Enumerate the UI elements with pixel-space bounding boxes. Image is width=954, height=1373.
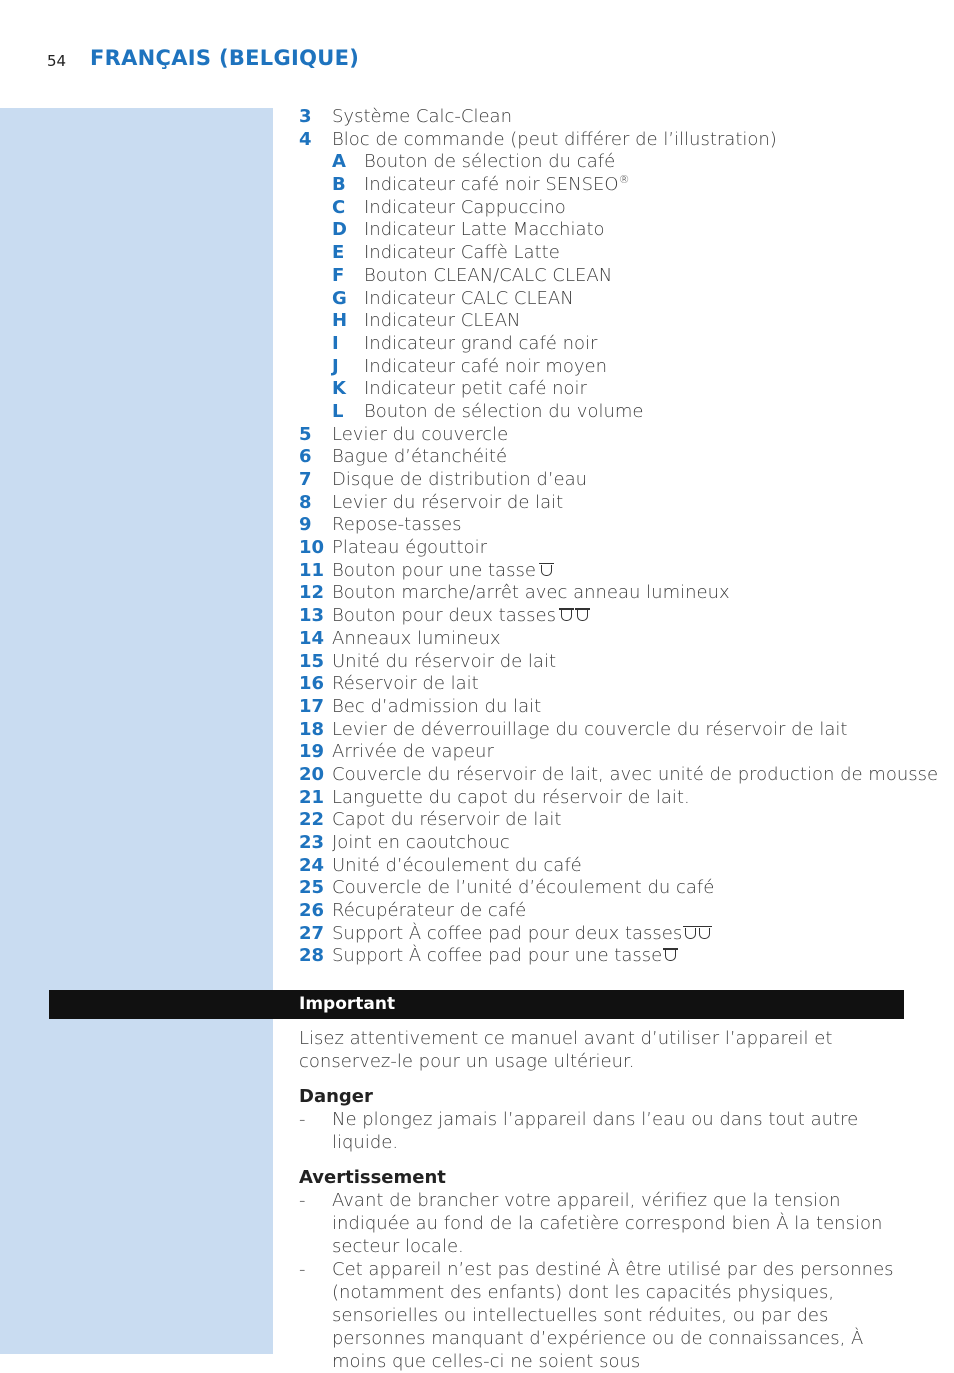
item-label: [332, 764, 938, 787]
item-text: Indicateur CALC CLEAN: [364, 287, 574, 309]
item-text: Bouton de sélection du café: [364, 151, 616, 173]
item-text: Support À coffee pad pour deux tasses: [332, 922, 683, 944]
item-text: Bouton pour une tasse: [332, 559, 536, 581]
important-section-bar: [49, 990, 904, 1019]
item-label: [332, 651, 556, 674]
list-item: [299, 265, 919, 288]
item-text: Couvercle du réservoir de lait, avec unité de production de mousse: [332, 763, 939, 785]
item-label: [364, 401, 644, 424]
important-body: [299, 1027, 909, 1373]
item-text: Levier du couvercle: [332, 423, 509, 445]
item-number: 17: [299, 695, 325, 717]
item-number: A: [332, 151, 346, 173]
item-text: Plateau égouttoir: [332, 537, 488, 559]
item-text: Bouton marche/arrêt avec anneau lumineux: [332, 582, 730, 604]
item-label: [332, 741, 494, 764]
item-number: 26: [299, 900, 325, 922]
item-text: Bouton CLEAN/CALC CLEAN: [364, 264, 613, 286]
cup-icon: [665, 950, 676, 961]
item-label: [332, 877, 714, 900]
danger-list: [299, 1108, 909, 1154]
item-label: [332, 832, 510, 855]
item-label: [332, 809, 561, 832]
item-text: Levier du réservoir de lait: [332, 491, 564, 513]
list-item: [299, 560, 919, 583]
list-item: [299, 106, 919, 129]
item-label: [332, 106, 512, 129]
bullet-text: Cet appareil n’est pas destiné À être utilisé par des personnes (notamment des enfants) dont les capacités physiques, sensorielles ou intellectuelles sont réduites, ou par des personnes manquant d’expérience ou de connaissances, À moins que celles-ci ne soient sous: [332, 1259, 894, 1372]
cup-icon: [541, 565, 552, 576]
bullet-dash: -: [299, 1190, 306, 1211]
list-item: [299, 219, 919, 242]
list-item: [299, 945, 919, 968]
list-item: [299, 242, 919, 265]
item-number: F: [332, 264, 345, 286]
item-label: [364, 197, 566, 220]
item-label: [332, 628, 501, 651]
item-label: [332, 719, 847, 742]
item-label: [364, 219, 605, 242]
item-label: [332, 537, 487, 560]
list-item: [299, 514, 919, 537]
item-text: Indicateur petit café noir: [364, 378, 587, 400]
cup-icon: [699, 928, 710, 939]
list-item: [299, 492, 919, 515]
item-text: Bague d’étanchéité: [332, 446, 508, 468]
list-item: [299, 537, 919, 560]
item-text: Bloc de commande (peut différer de l’illustration): [332, 128, 777, 150]
list-item: [299, 719, 919, 742]
item-text: Bouton pour deux tasses: [332, 605, 556, 627]
list-item: [299, 151, 919, 174]
item-number: 20: [299, 763, 325, 785]
warning-item: [299, 1189, 909, 1258]
item-number: 3: [299, 106, 312, 127]
list-item: [299, 356, 919, 379]
item-number: 13: [299, 605, 325, 627]
item-number: 22: [299, 809, 325, 831]
item-number: 16: [299, 673, 325, 695]
item-number: G: [332, 287, 347, 309]
important-title: Important: [299, 994, 396, 1014]
item-number: 12: [299, 582, 325, 604]
item-number: L: [332, 400, 344, 422]
item-number: D: [332, 219, 347, 241]
item-text: Languette du capot du réservoir de lait.: [332, 786, 690, 808]
item-text: Bouton de sélection du volume: [364, 400, 644, 422]
item-text: Anneaux lumineux: [332, 627, 501, 649]
list-item: [299, 401, 919, 424]
bullet-dash: -: [299, 1109, 306, 1130]
registered-mark: ®: [618, 173, 630, 187]
list-item: [299, 174, 919, 197]
item-label: [364, 174, 630, 197]
item-number: 4: [299, 128, 312, 150]
list-item: [299, 900, 919, 923]
list-item: [299, 582, 919, 605]
item-number: 10: [299, 537, 325, 559]
item-text: Indicateur Caffè Latte: [364, 242, 560, 264]
list-item: [299, 605, 919, 628]
item-number: 27: [299, 922, 325, 944]
list-item: [299, 763, 939, 787]
list-item: [299, 469, 919, 492]
item-label: [332, 424, 508, 447]
item-label: [364, 310, 520, 333]
item-number: 28: [299, 945, 325, 967]
warning-list: [299, 1189, 909, 1373]
list-item: [299, 129, 919, 152]
list-item: [299, 288, 919, 311]
item-text: Bec d’admission du lait: [332, 695, 542, 717]
item-label: [332, 787, 690, 810]
list-item: [299, 832, 919, 855]
item-number: 23: [299, 832, 325, 853]
item-label: [332, 514, 461, 537]
item-label: [332, 492, 563, 515]
item-label: [332, 560, 552, 583]
item-text: Capot du réservoir de lait: [332, 809, 562, 831]
item-label: [364, 265, 612, 288]
item-text: Indicateur Latte Macchiato: [364, 219, 605, 241]
list-item: [299, 197, 919, 220]
item-number: 15: [299, 650, 325, 672]
item-number: H: [332, 310, 348, 332]
item-text: Couvercle de l’unité d’écoulement du café: [332, 877, 715, 899]
item-number: 21: [299, 786, 325, 808]
list-item: [299, 787, 919, 810]
item-text: Repose-tasses: [332, 514, 462, 536]
item-label: [332, 923, 710, 946]
item-number: J: [332, 355, 339, 377]
list-item: [299, 651, 919, 674]
item-text: Unité du réservoir de lait: [332, 650, 557, 672]
two-cups-icon: [682, 923, 710, 946]
item-text: Indicateur Cappuccino: [364, 196, 566, 218]
item-number: 11: [299, 559, 325, 581]
item-text: Disque de distribution d’eau: [332, 469, 588, 490]
item-label: [332, 945, 676, 968]
item-text: Indicateur CLEAN: [364, 310, 521, 332]
item-number: 6: [299, 446, 312, 468]
one-cup-icon: [662, 945, 676, 968]
list-item: [299, 628, 919, 651]
item-number: K: [332, 378, 346, 400]
item-number: C: [332, 196, 346, 218]
page-number: 54: [47, 52, 67, 70]
list-item: [299, 877, 919, 900]
bullet-dash: -: [299, 1259, 306, 1280]
item-number: 9: [299, 514, 312, 536]
item-label: [332, 855, 582, 878]
item-text: Système Calc-Clean: [332, 106, 512, 127]
two-cups-icon: [556, 605, 588, 628]
item-label: [364, 242, 560, 265]
list-item: [299, 333, 919, 356]
list-item: [299, 855, 919, 878]
one-cup-icon: [536, 560, 552, 583]
item-text: Indicateur café noir SENSEO: [364, 174, 619, 196]
list-item: [299, 378, 919, 401]
cup-icon: [685, 928, 696, 939]
item-number: 25: [299, 877, 325, 899]
item-number: I: [332, 332, 339, 354]
item-label: [332, 582, 730, 605]
danger-title: Danger: [299, 1086, 373, 1107]
item-text: Support À coffee pad pour une tasse: [332, 945, 663, 967]
bullet-text: Avant de brancher votre appareil, vérifiez que la tension indiquée au fond de la cafetière correspond bien À la tension secteur locale.: [332, 1190, 883, 1257]
item-text: Joint en caoutchouc: [332, 832, 510, 853]
list-item: [299, 809, 919, 832]
list-item: [299, 446, 919, 469]
item-label: [332, 469, 587, 492]
intro-paragraph: Lisez attentivement ce manuel avant d’utiliser l’appareil et conservez-le pour un usage ultérieur.: [299, 1028, 833, 1072]
cup-icon: [561, 610, 572, 621]
list-item: [299, 741, 919, 764]
parts-list: [299, 106, 939, 968]
list-item: [299, 310, 919, 333]
item-number: 24: [299, 854, 325, 876]
left-sidebar-panel: [0, 108, 273, 1354]
warning-item: [299, 1258, 909, 1373]
item-text: Arrivée de vapeur: [332, 741, 494, 763]
item-label: [332, 446, 507, 469]
item-label: [332, 900, 526, 923]
item-text: Réservoir de lait: [332, 673, 479, 695]
item-label: [364, 151, 615, 174]
page-header: FRANÇAIS (BELGIQUE): [90, 46, 360, 70]
item-label: [364, 288, 574, 311]
list-item: [299, 673, 919, 696]
list-item: [299, 696, 919, 719]
danger-item: [299, 1108, 909, 1154]
item-number: 8: [299, 491, 312, 513]
item-text: Indicateur grand café noir: [364, 332, 598, 354]
cup-icon: [577, 610, 588, 621]
item-number: B: [332, 174, 346, 196]
bullet-text: Ne plongez jamais l’appareil dans l’eau ou dans tout autre liquide.: [332, 1109, 859, 1153]
item-label: [364, 333, 597, 356]
item-text: Levier de déverrouillage du couvercle du réservoir de lait: [332, 718, 848, 740]
item-text: Récupérateur de café: [332, 900, 527, 922]
item-text: Unité d’écoulement du café: [332, 854, 582, 876]
list-item: [299, 923, 919, 946]
item-number: 7: [299, 469, 312, 490]
list-item: [299, 424, 919, 447]
item-label: [332, 605, 588, 628]
item-label: [332, 129, 777, 152]
item-label: [332, 696, 541, 719]
item-label: [364, 378, 587, 401]
item-label: [332, 673, 479, 696]
item-text: Indicateur café noir moyen: [364, 355, 608, 377]
item-number: 14: [299, 627, 325, 649]
item-number: E: [332, 242, 345, 264]
warning-title: Avertissement: [299, 1167, 446, 1188]
item-number: 19: [299, 741, 325, 763]
item-number: 18: [299, 718, 325, 740]
item-number: 5: [299, 423, 312, 445]
item-label: [364, 356, 607, 379]
